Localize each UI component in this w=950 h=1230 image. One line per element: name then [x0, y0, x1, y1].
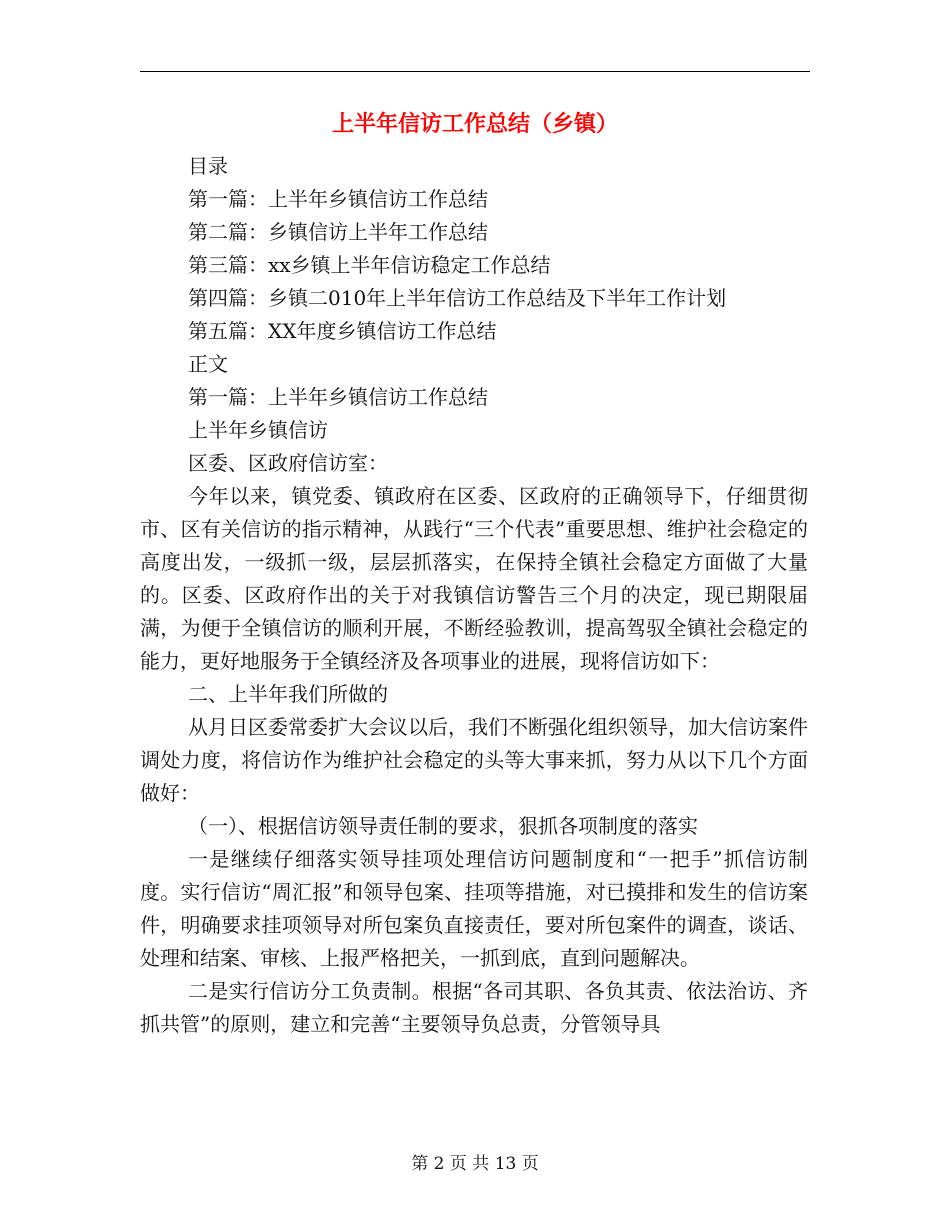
header-rule — [140, 71, 810, 72]
body-heading: 正文 — [188, 352, 228, 376]
body-paragraph: 一是继续仔细落实领导挂项处理信访问题制度和“一把手”抓信访制度。实行信访“周汇报”和领导包案、挂项等措施，对已摸排和发生的信访案件，明确要求挂项领导对所包案负直接责任，要对所包案件的调查，谈话、处理和结案、审核、上报严格把关，一抓到底，直到问题解决。 — [140, 847, 808, 970]
section-heading: 二、上半年我们所做的 — [188, 682, 388, 706]
toc-item: 第一篇：上半年乡镇信访工作总结 — [188, 187, 488, 211]
toc-item: 第四篇：乡镇二010年上半年信访工作总结及下半年工作计划 — [188, 286, 727, 310]
toc-heading: 目录 — [188, 154, 228, 178]
page-number: 第 2 页 共 13 页 — [411, 1154, 539, 1174]
toc-item: 第五篇：XX年度乡镇信访工作总结 — [188, 319, 497, 343]
subsection-heading: （一）、根据信访领导责任制的要求，狠抓各项制度的落实 — [188, 814, 698, 838]
body-paragraph: 今年以来，镇党委、镇政府在区委、区政府的正确领导下，仔细贯彻市、区有关信访的指示精神，从践行“三个代表”重要思想、维护社会稳定的高度出发，一级抓一级，层层抓落实，在保持全镇社会稳定方面做了大量的。区委、区政府作出的关于对我镇信访警告三个月的决定，现已期限届满，为便于全镇信访的顺利开展，不断经验教训，提高驾驭全镇社会稳定的能力，更好地服务于全镇经济及各项事业的进展，现将信访如下： — [140, 484, 808, 673]
body-paragraph: 二是实行信访分工负责制。根据“各司其职、各负其责、依法治访、齐抓共管”的原则，建立和完善“主要领导负总责，分管领导具 — [140, 979, 808, 1036]
toc-item: 第三篇：xx乡镇上半年信访稳定工作总结 — [188, 253, 551, 277]
document-body — [140, 150, 808, 1041]
toc-item: 第二篇：乡镇信访上半年工作总结 — [188, 220, 488, 244]
salutation: 区委、区政府信访室： — [188, 451, 388, 475]
document-title: 上半年信访工作总结（乡镇） — [331, 111, 618, 137]
part-title: 第一篇：上半年乡镇信访工作总结 — [188, 385, 488, 409]
body-paragraph: 从月日区委常委扩大会议以后，我们不断强化组织领导，加大信访案件调处力度，将信访作为维护社会稳定的头等大事来抓，努力从以下几个方面做好： — [140, 715, 808, 805]
subtitle: 上半年乡镇信访 — [188, 418, 328, 442]
